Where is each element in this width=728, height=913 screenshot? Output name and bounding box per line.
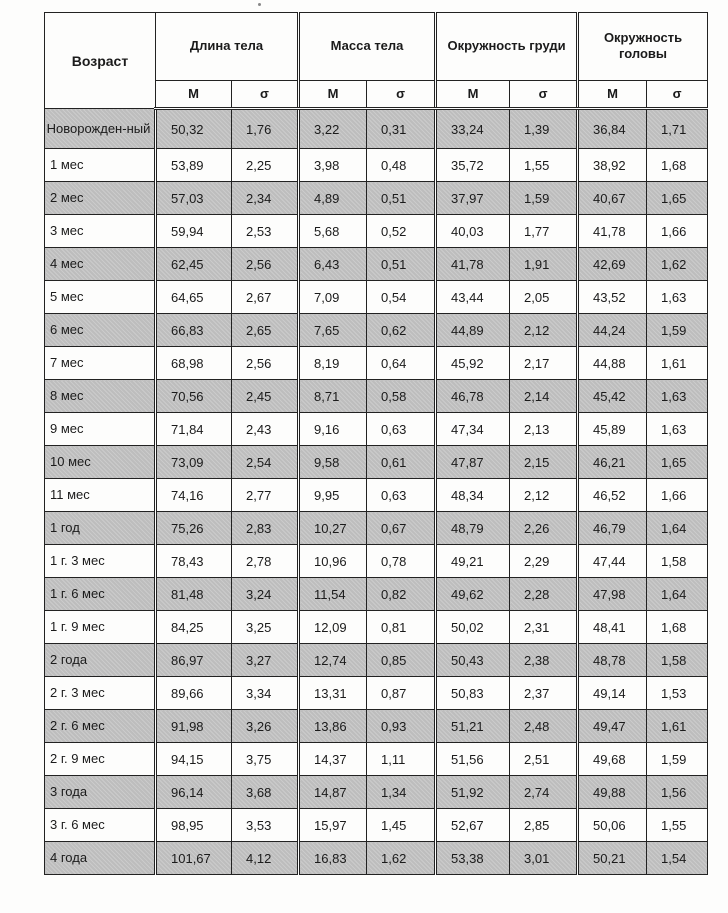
sigma-value-cell: 1,56 bbox=[647, 776, 708, 809]
table-row bbox=[45, 281, 708, 314]
mean-value-cell: 7,09 bbox=[299, 281, 367, 314]
sigma-value-cell: 2,77 bbox=[232, 479, 299, 512]
age-cell: 8 мес bbox=[45, 380, 156, 413]
table-row bbox=[45, 578, 708, 611]
mean-value-cell: 53,89 bbox=[156, 149, 232, 182]
header-head-circumference: Окружность головы bbox=[578, 13, 708, 81]
mean-value-cell: 49,88 bbox=[578, 776, 647, 809]
sigma-value-cell: 1,68 bbox=[647, 149, 708, 182]
mean-value-cell: 7,65 bbox=[299, 314, 367, 347]
table-row bbox=[45, 842, 708, 875]
header-body-mass: Масса тела bbox=[299, 13, 436, 81]
age-cell: 3 мес bbox=[45, 215, 156, 248]
mean-value-cell: 8,19 bbox=[299, 347, 367, 380]
mean-value-cell: 62,45 bbox=[156, 248, 232, 281]
mean-value-cell: 47,98 bbox=[578, 578, 647, 611]
sigma-value-cell: 2,29 bbox=[510, 545, 578, 578]
sigma-value-cell: 2,14 bbox=[510, 380, 578, 413]
age-cell: 4 мес bbox=[45, 248, 156, 281]
sigma-value-cell: 2,05 bbox=[510, 281, 578, 314]
mean-value-cell: 4,89 bbox=[299, 182, 367, 215]
mean-value-cell: 70,56 bbox=[156, 380, 232, 413]
mean-value-cell: 51,56 bbox=[436, 743, 510, 776]
mean-value-cell: 57,03 bbox=[156, 182, 232, 215]
table-row bbox=[45, 248, 708, 281]
sigma-value-cell: 1,65 bbox=[647, 446, 708, 479]
age-cell: 11 мес bbox=[45, 479, 156, 512]
sigma-value-cell: 2,38 bbox=[510, 644, 578, 677]
mean-value-cell: 36,84 bbox=[578, 109, 647, 149]
sigma-value-cell: 2,48 bbox=[510, 710, 578, 743]
mean-value-cell: 46,21 bbox=[578, 446, 647, 479]
sigma-value-cell: 1,55 bbox=[510, 149, 578, 182]
sigma-value-cell: 0,93 bbox=[367, 710, 436, 743]
mean-value-cell: 44,24 bbox=[578, 314, 647, 347]
sigma-value-cell: 3,68 bbox=[232, 776, 299, 809]
sigma-value-cell: 1,62 bbox=[367, 842, 436, 875]
sigma-value-cell: 1,11 bbox=[367, 743, 436, 776]
mean-value-cell: 73,09 bbox=[156, 446, 232, 479]
table-row bbox=[45, 314, 708, 347]
mean-value-cell: 10,96 bbox=[299, 545, 367, 578]
sub-head-mean: M bbox=[436, 80, 510, 108]
mean-value-cell: 5,68 bbox=[299, 215, 367, 248]
sub-head-mean: M bbox=[578, 80, 647, 108]
sigma-value-cell: 1,64 bbox=[647, 578, 708, 611]
mean-value-cell: 3,22 bbox=[299, 109, 367, 149]
sigma-value-cell: 3,01 bbox=[510, 842, 578, 875]
mean-value-cell: 13,86 bbox=[299, 710, 367, 743]
sigma-value-cell: 3,26 bbox=[232, 710, 299, 743]
mean-value-cell: 10,27 bbox=[299, 512, 367, 545]
sigma-value-cell: 1,45 bbox=[367, 809, 436, 842]
mean-value-cell: 11,54 bbox=[299, 578, 367, 611]
mean-value-cell: 12,74 bbox=[299, 644, 367, 677]
table-row bbox=[45, 413, 708, 446]
mean-value-cell: 35,72 bbox=[436, 149, 510, 182]
age-cell: 1 мес bbox=[45, 149, 156, 182]
sub-head-sigma: σ bbox=[647, 80, 708, 108]
mean-value-cell: 6,43 bbox=[299, 248, 367, 281]
sigma-value-cell: 3,24 bbox=[232, 578, 299, 611]
age-cell: 5 мес bbox=[45, 281, 156, 314]
table-row bbox=[45, 545, 708, 578]
sigma-value-cell: 0,58 bbox=[367, 380, 436, 413]
sigma-value-cell: 1,61 bbox=[647, 710, 708, 743]
table-row bbox=[45, 710, 708, 743]
sub-head-sigma: σ bbox=[232, 80, 299, 108]
sigma-value-cell: 0,63 bbox=[367, 413, 436, 446]
header-body-length: Длина тела bbox=[156, 13, 299, 81]
mean-value-cell: 81,48 bbox=[156, 578, 232, 611]
sigma-value-cell: 4,12 bbox=[232, 842, 299, 875]
sigma-value-cell: 2,43 bbox=[232, 413, 299, 446]
mean-value-cell: 46,52 bbox=[578, 479, 647, 512]
sigma-value-cell: 1,59 bbox=[647, 743, 708, 776]
mean-value-cell: 14,37 bbox=[299, 743, 367, 776]
mean-value-cell: 9,58 bbox=[299, 446, 367, 479]
age-cell: 3 года bbox=[45, 776, 156, 809]
mean-value-cell: 49,47 bbox=[578, 710, 647, 743]
age-cell: 2 мес bbox=[45, 182, 156, 215]
header-age: Возраст bbox=[45, 13, 156, 109]
sigma-value-cell: 1,63 bbox=[647, 380, 708, 413]
sigma-value-cell: 1,55 bbox=[647, 809, 708, 842]
sigma-value-cell: 3,27 bbox=[232, 644, 299, 677]
mean-value-cell: 49,68 bbox=[578, 743, 647, 776]
mean-value-cell: 84,25 bbox=[156, 611, 232, 644]
age-cell: 9 мес bbox=[45, 413, 156, 446]
sigma-value-cell: 2,85 bbox=[510, 809, 578, 842]
mean-value-cell: 45,89 bbox=[578, 413, 647, 446]
mean-value-cell: 14,87 bbox=[299, 776, 367, 809]
sigma-value-cell: 2,56 bbox=[232, 347, 299, 380]
sigma-value-cell: 2,74 bbox=[510, 776, 578, 809]
table-row bbox=[45, 182, 708, 215]
mean-value-cell: 46,78 bbox=[436, 380, 510, 413]
mean-value-cell: 50,43 bbox=[436, 644, 510, 677]
table-row bbox=[45, 109, 708, 149]
sigma-value-cell: 0,81 bbox=[367, 611, 436, 644]
mean-value-cell: 51,92 bbox=[436, 776, 510, 809]
mean-value-cell: 40,67 bbox=[578, 182, 647, 215]
sigma-value-cell: 0,51 bbox=[367, 248, 436, 281]
sigma-value-cell: 2,31 bbox=[510, 611, 578, 644]
mean-value-cell: 94,15 bbox=[156, 743, 232, 776]
sigma-value-cell: 1,54 bbox=[647, 842, 708, 875]
scan-dust-mark bbox=[258, 3, 261, 6]
table-row bbox=[45, 380, 708, 413]
age-cell: 1 г. 9 мес bbox=[45, 611, 156, 644]
sigma-value-cell: 1,39 bbox=[510, 109, 578, 149]
age-cell: 7 мес bbox=[45, 347, 156, 380]
sigma-value-cell: 1,66 bbox=[647, 215, 708, 248]
mean-value-cell: 59,94 bbox=[156, 215, 232, 248]
sigma-value-cell: 2,54 bbox=[232, 446, 299, 479]
sub-head-mean: M bbox=[156, 80, 232, 108]
mean-value-cell: 49,21 bbox=[436, 545, 510, 578]
sigma-value-cell: 1,34 bbox=[367, 776, 436, 809]
mean-value-cell: 51,21 bbox=[436, 710, 510, 743]
mean-value-cell: 101,67 bbox=[156, 842, 232, 875]
mean-value-cell: 53,38 bbox=[436, 842, 510, 875]
sigma-value-cell: 0,78 bbox=[367, 545, 436, 578]
sigma-value-cell: 3,53 bbox=[232, 809, 299, 842]
table-row bbox=[45, 644, 708, 677]
sigma-value-cell: 2,34 bbox=[232, 182, 299, 215]
mean-value-cell: 9,16 bbox=[299, 413, 367, 446]
sigma-value-cell: 2,15 bbox=[510, 446, 578, 479]
age-cell: 10 мес bbox=[45, 446, 156, 479]
mean-value-cell: 41,78 bbox=[578, 215, 647, 248]
mean-value-cell: 46,79 bbox=[578, 512, 647, 545]
sigma-value-cell: 2,17 bbox=[510, 347, 578, 380]
age-cell: 2 г. 6 мес bbox=[45, 710, 156, 743]
mean-value-cell: 37,97 bbox=[436, 182, 510, 215]
table-row bbox=[45, 149, 708, 182]
mean-value-cell: 45,92 bbox=[436, 347, 510, 380]
mean-value-cell: 41,78 bbox=[436, 248, 510, 281]
mean-value-cell: 91,98 bbox=[156, 710, 232, 743]
mean-value-cell: 71,84 bbox=[156, 413, 232, 446]
table-row bbox=[45, 677, 708, 710]
mean-value-cell: 75,26 bbox=[156, 512, 232, 545]
sigma-value-cell: 0,62 bbox=[367, 314, 436, 347]
mean-value-cell: 50,21 bbox=[578, 842, 647, 875]
sigma-value-cell: 1,77 bbox=[510, 215, 578, 248]
age-cell: 3 г. 6 мес bbox=[45, 809, 156, 842]
mean-value-cell: 68,98 bbox=[156, 347, 232, 380]
sub-head-sigma: σ bbox=[510, 80, 578, 108]
sigma-value-cell: 1,59 bbox=[647, 314, 708, 347]
sigma-value-cell: 3,25 bbox=[232, 611, 299, 644]
sigma-value-cell: 1,64 bbox=[647, 512, 708, 545]
age-cell: 1 год bbox=[45, 512, 156, 545]
age-cell: 6 мес bbox=[45, 314, 156, 347]
sigma-value-cell: 0,64 bbox=[367, 347, 436, 380]
sigma-value-cell: 2,45 bbox=[232, 380, 299, 413]
mean-value-cell: 50,32 bbox=[156, 109, 232, 149]
sigma-value-cell: 1,68 bbox=[647, 611, 708, 644]
mean-value-cell: 98,95 bbox=[156, 809, 232, 842]
mean-value-cell: 15,97 bbox=[299, 809, 367, 842]
sigma-value-cell: 0,31 bbox=[367, 109, 436, 149]
sigma-value-cell: 0,85 bbox=[367, 644, 436, 677]
mean-value-cell: 52,67 bbox=[436, 809, 510, 842]
sigma-value-cell: 2,12 bbox=[510, 314, 578, 347]
sigma-value-cell: 2,51 bbox=[510, 743, 578, 776]
table-row bbox=[45, 347, 708, 380]
sigma-value-cell: 1,53 bbox=[647, 677, 708, 710]
mean-value-cell: 50,02 bbox=[436, 611, 510, 644]
sigma-value-cell: 1,58 bbox=[647, 644, 708, 677]
age-cell: 4 года bbox=[45, 842, 156, 875]
sub-head-sigma: σ bbox=[367, 80, 436, 108]
mean-value-cell: 74,16 bbox=[156, 479, 232, 512]
sigma-value-cell: 1,59 bbox=[510, 182, 578, 215]
header-row-groups bbox=[45, 13, 708, 81]
sigma-value-cell: 2,12 bbox=[510, 479, 578, 512]
sigma-value-cell: 1,63 bbox=[647, 281, 708, 314]
age-cell: 2 г. 9 мес bbox=[45, 743, 156, 776]
mean-value-cell: 33,24 bbox=[436, 109, 510, 149]
table-body bbox=[45, 109, 708, 875]
age-cell: 1 г. 3 мес bbox=[45, 545, 156, 578]
mean-value-cell: 43,52 bbox=[578, 281, 647, 314]
sigma-value-cell: 1,58 bbox=[647, 545, 708, 578]
sigma-value-cell: 2,56 bbox=[232, 248, 299, 281]
sigma-value-cell: 2,78 bbox=[232, 545, 299, 578]
mean-value-cell: 66,83 bbox=[156, 314, 232, 347]
age-cell: 2 г. 3 мес bbox=[45, 677, 156, 710]
sub-head-mean: M bbox=[299, 80, 367, 108]
mean-value-cell: 47,34 bbox=[436, 413, 510, 446]
sigma-value-cell: 3,34 bbox=[232, 677, 299, 710]
table-row bbox=[45, 743, 708, 776]
sigma-value-cell: 0,52 bbox=[367, 215, 436, 248]
mean-value-cell: 43,44 bbox=[436, 281, 510, 314]
growth-table bbox=[44, 12, 708, 875]
sigma-value-cell: 2,25 bbox=[232, 149, 299, 182]
mean-value-cell: 48,41 bbox=[578, 611, 647, 644]
mean-value-cell: 45,42 bbox=[578, 380, 647, 413]
sigma-value-cell: 1,63 bbox=[647, 413, 708, 446]
mean-value-cell: 40,03 bbox=[436, 215, 510, 248]
mean-value-cell: 47,87 bbox=[436, 446, 510, 479]
mean-value-cell: 47,44 bbox=[578, 545, 647, 578]
sigma-value-cell: 0,48 bbox=[367, 149, 436, 182]
table-row bbox=[45, 512, 708, 545]
sigma-value-cell: 1,71 bbox=[647, 109, 708, 149]
sigma-value-cell: 1,65 bbox=[647, 182, 708, 215]
mean-value-cell: 48,79 bbox=[436, 512, 510, 545]
table-row bbox=[45, 611, 708, 644]
sigma-value-cell: 2,65 bbox=[232, 314, 299, 347]
mean-value-cell: 49,62 bbox=[436, 578, 510, 611]
sigma-value-cell: 2,83 bbox=[232, 512, 299, 545]
sigma-value-cell: 2,28 bbox=[510, 578, 578, 611]
sigma-value-cell: 2,67 bbox=[232, 281, 299, 314]
sigma-value-cell: 0,67 bbox=[367, 512, 436, 545]
sigma-value-cell: 0,87 bbox=[367, 677, 436, 710]
sigma-value-cell: 0,54 bbox=[367, 281, 436, 314]
sigma-value-cell: 2,13 bbox=[510, 413, 578, 446]
mean-value-cell: 50,06 bbox=[578, 809, 647, 842]
table-row bbox=[45, 479, 708, 512]
sigma-value-cell: 0,51 bbox=[367, 182, 436, 215]
mean-value-cell: 96,14 bbox=[156, 776, 232, 809]
sigma-value-cell: 2,37 bbox=[510, 677, 578, 710]
sigma-value-cell: 3,75 bbox=[232, 743, 299, 776]
sigma-value-cell: 0,63 bbox=[367, 479, 436, 512]
mean-value-cell: 86,97 bbox=[156, 644, 232, 677]
mean-value-cell: 42,69 bbox=[578, 248, 647, 281]
mean-value-cell: 49,14 bbox=[578, 677, 647, 710]
table-row bbox=[45, 776, 708, 809]
sigma-value-cell: 1,66 bbox=[647, 479, 708, 512]
mean-value-cell: 38,92 bbox=[578, 149, 647, 182]
mean-value-cell: 78,43 bbox=[156, 545, 232, 578]
age-cell: 2 года bbox=[45, 644, 156, 677]
sigma-value-cell: 1,76 bbox=[232, 109, 299, 149]
table-row bbox=[45, 809, 708, 842]
sigma-value-cell: 0,82 bbox=[367, 578, 436, 611]
mean-value-cell: 44,88 bbox=[578, 347, 647, 380]
sigma-value-cell: 0,61 bbox=[367, 446, 436, 479]
mean-value-cell: 12,09 bbox=[299, 611, 367, 644]
mean-value-cell: 16,83 bbox=[299, 842, 367, 875]
sigma-value-cell: 1,61 bbox=[647, 347, 708, 380]
age-cell: 1 г. 6 мес bbox=[45, 578, 156, 611]
mean-value-cell: 3,98 bbox=[299, 149, 367, 182]
mean-value-cell: 50,83 bbox=[436, 677, 510, 710]
mean-value-cell: 64,65 bbox=[156, 281, 232, 314]
header-chest-circumference: Окружность груди bbox=[436, 13, 578, 81]
mean-value-cell: 48,78 bbox=[578, 644, 647, 677]
sigma-value-cell: 2,53 bbox=[232, 215, 299, 248]
age-cell: Новорожден-ный bbox=[45, 109, 156, 149]
mean-value-cell: 44,89 bbox=[436, 314, 510, 347]
table-row bbox=[45, 215, 708, 248]
mean-value-cell: 48,34 bbox=[436, 479, 510, 512]
mean-value-cell: 9,95 bbox=[299, 479, 367, 512]
sigma-value-cell: 2,26 bbox=[510, 512, 578, 545]
mean-value-cell: 89,66 bbox=[156, 677, 232, 710]
sigma-value-cell: 1,62 bbox=[647, 248, 708, 281]
table-row bbox=[45, 446, 708, 479]
mean-value-cell: 13,31 bbox=[299, 677, 367, 710]
sigma-value-cell: 1,91 bbox=[510, 248, 578, 281]
mean-value-cell: 8,71 bbox=[299, 380, 367, 413]
